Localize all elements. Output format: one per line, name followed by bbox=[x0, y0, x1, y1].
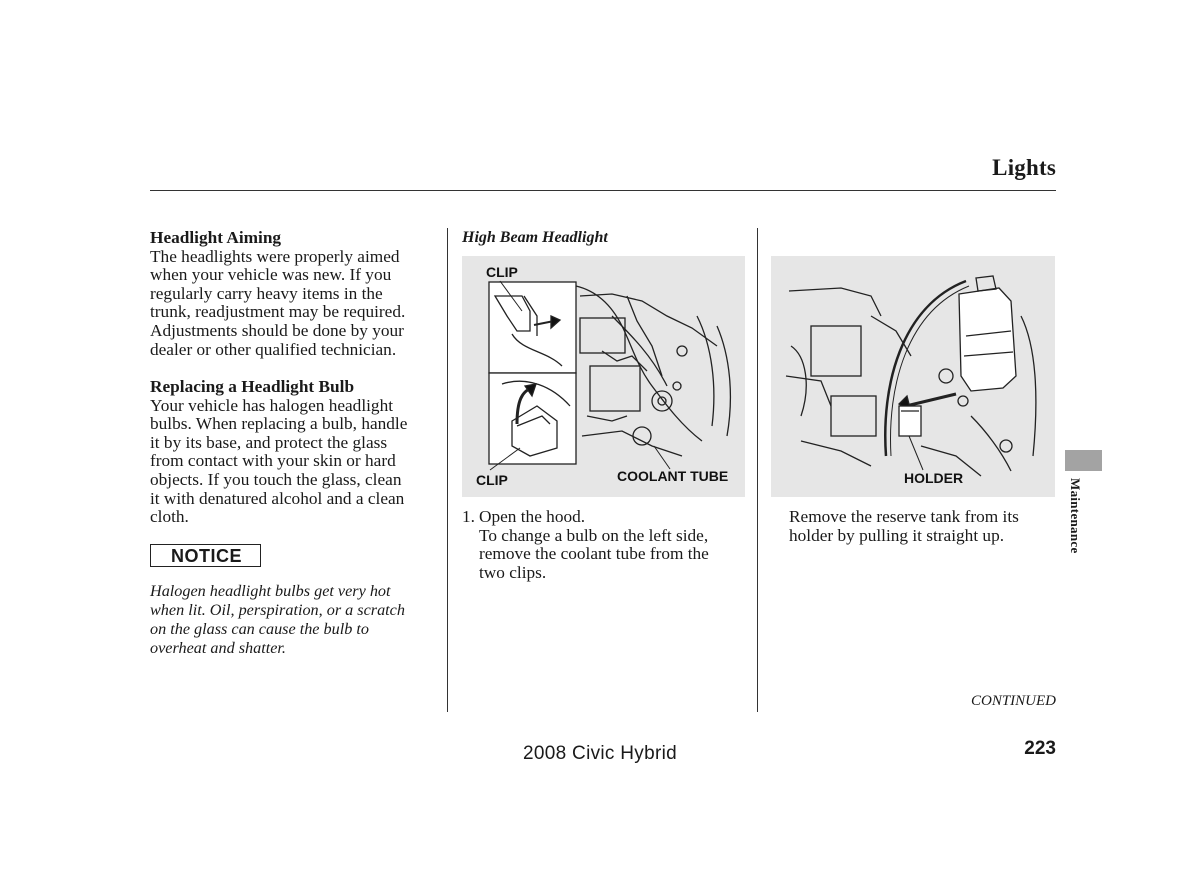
notice-line: overheat and shatter. bbox=[150, 639, 286, 658]
aiming-line: trunk, readjustment may be required. bbox=[150, 302, 406, 322]
replacing-heading: Replacing a Headlight Bulb bbox=[150, 377, 355, 396]
engine-bay-illustration bbox=[462, 256, 745, 497]
notice-label: NOTICE bbox=[171, 546, 243, 566]
headlight-figure bbox=[462, 256, 745, 497]
step-line: To change a bulb on the left side, bbox=[479, 525, 709, 545]
holder-callout: HOLDER bbox=[904, 470, 964, 486]
section-tab-marker bbox=[1065, 450, 1102, 471]
aiming-line: The headlights were properly aimed bbox=[150, 246, 400, 266]
header-rule bbox=[150, 190, 1056, 191]
reserve-tank-instruction bbox=[789, 508, 1059, 545]
step-line: two clips. bbox=[479, 562, 547, 582]
replacing-line: Your vehicle has halogen headlight bbox=[150, 395, 394, 415]
replacing-line: it with denatured alcohol and a clean bbox=[150, 488, 405, 508]
replacing-section bbox=[150, 378, 442, 527]
replacing-line: objects. If you touch the glass, clean bbox=[150, 469, 402, 489]
aiming-line: when your vehicle was new. If you bbox=[150, 265, 392, 285]
clip-top-callout: CLIP bbox=[486, 264, 518, 280]
notice-box bbox=[150, 544, 261, 567]
replacing-line: bulbs. When replacing a bulb, handle bbox=[150, 414, 408, 434]
notice-line: when lit. Oil, perspiration, or a scratch bbox=[150, 601, 405, 620]
section-tab-label: Maintenance bbox=[1068, 478, 1083, 554]
notice-line: Halogen headlight bulbs get very hot bbox=[150, 582, 391, 600]
notice-line: on the glass can cause the bulb to bbox=[150, 620, 369, 639]
figure-title: High Beam Headlight bbox=[462, 229, 608, 246]
step-line: remove the coolant tube from the bbox=[479, 544, 709, 564]
aiming-line: Adjustments should be done by your bbox=[150, 320, 404, 340]
step-one bbox=[462, 508, 747, 582]
step-number: 1. bbox=[462, 507, 475, 526]
page-number: 223 bbox=[1024, 738, 1056, 759]
column-divider-right bbox=[757, 228, 758, 712]
reserve-tank-illustration bbox=[771, 256, 1055, 497]
continued-label: CONTINUED bbox=[970, 693, 1056, 709]
reserve-tank-figure bbox=[771, 256, 1055, 497]
footer-model: 2008 Civic Hybrid bbox=[523, 743, 677, 764]
aiming-line: dealer or other qualified technician. bbox=[150, 339, 397, 359]
replacing-line: cloth. bbox=[150, 507, 189, 527]
notice-text bbox=[150, 582, 440, 658]
instruction-line: Remove the reserve tank from its bbox=[789, 507, 1019, 526]
coolant-tube-callout: COOLANT TUBE bbox=[617, 468, 729, 484]
replacing-line: from contact with your skin or hard bbox=[150, 451, 396, 471]
aiming-line: regularly carry heavy items in the bbox=[150, 283, 383, 303]
instruction-line: holder by pulling it straight up. bbox=[789, 525, 1005, 545]
column-divider-left bbox=[447, 228, 448, 712]
replacing-line: it by its base, and protect the glass bbox=[150, 432, 388, 452]
aiming-section bbox=[150, 229, 442, 359]
step-first-line: Open the hood. bbox=[479, 507, 586, 526]
aiming-heading: Headlight Aiming bbox=[150, 228, 282, 247]
clip-bottom-callout: CLIP bbox=[476, 472, 508, 488]
section-title: Lights bbox=[992, 155, 1056, 180]
